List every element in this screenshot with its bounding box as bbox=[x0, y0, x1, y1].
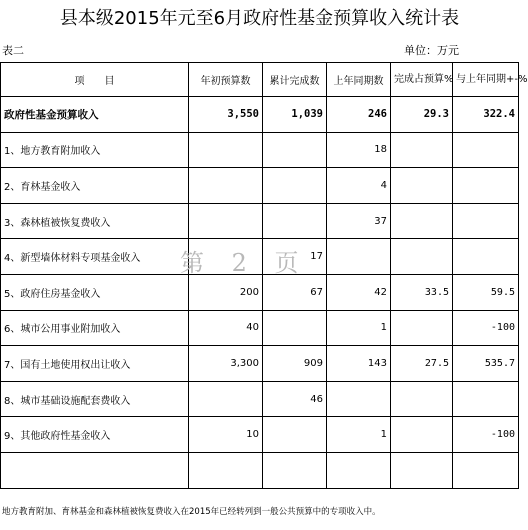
table-row bbox=[1, 381, 519, 417]
revenue-table bbox=[0, 62, 528, 489]
row-pct-budget bbox=[391, 132, 453, 168]
row-pct-budget bbox=[391, 452, 453, 488]
table-row bbox=[1, 132, 519, 168]
footnote: 地方教育附加、育林基金和森林植被恢复费收入在2015年已经转列到一般公共预算中的专项收入中。 bbox=[2, 507, 381, 517]
row-budget: 40 bbox=[189, 310, 263, 346]
row-yoy: -100 bbox=[453, 417, 519, 453]
row-name: 3、森林植被恢复费收入 bbox=[1, 203, 189, 239]
table-row bbox=[1, 168, 519, 204]
row-pct-budget bbox=[391, 168, 453, 204]
row-prev-year: 42 bbox=[327, 274, 391, 310]
row-prev-year: 1 bbox=[327, 310, 391, 346]
row-yoy bbox=[453, 132, 519, 168]
row-budget bbox=[189, 168, 263, 204]
row-yoy: 59.5 bbox=[453, 274, 519, 310]
row-completed: 67 bbox=[263, 274, 327, 310]
report-title: 县本级2015年元至6月政府性基金预算收入统计表 bbox=[59, 8, 460, 29]
row-yoy bbox=[453, 381, 519, 417]
row-completed bbox=[263, 168, 327, 204]
row-completed bbox=[263, 417, 327, 453]
row-completed: 1,039 bbox=[263, 97, 327, 133]
row-prev-year: 37 bbox=[327, 203, 391, 239]
row-prev-year bbox=[327, 452, 391, 488]
table-row bbox=[1, 274, 519, 310]
row-yoy: -100 bbox=[453, 310, 519, 346]
row-pct-budget: 27.5 bbox=[391, 346, 453, 382]
header-item: 项 目 bbox=[1, 63, 189, 97]
row-budget: 3,550 bbox=[189, 97, 263, 133]
row-yoy: 322.4 bbox=[453, 97, 519, 133]
header-prev-year: 上年同期数 bbox=[327, 63, 391, 97]
row-budget bbox=[189, 132, 263, 168]
row-prev-year: 4 bbox=[327, 168, 391, 204]
row-pct-budget bbox=[391, 310, 453, 346]
table-label: 表二 bbox=[2, 44, 24, 57]
row-completed: 46 bbox=[263, 381, 327, 417]
row-completed: 909 bbox=[263, 346, 327, 382]
header-budget: 年初预算数 bbox=[189, 63, 263, 97]
row-budget: 3,300 bbox=[189, 346, 263, 382]
table-row bbox=[1, 239, 519, 275]
row-completed bbox=[263, 203, 327, 239]
row-yoy bbox=[453, 168, 519, 204]
table-row bbox=[1, 417, 519, 453]
table-row-empty bbox=[1, 452, 519, 488]
row-name bbox=[1, 452, 189, 488]
row-yoy bbox=[453, 452, 519, 488]
row-yoy bbox=[453, 203, 519, 239]
row-budget bbox=[189, 452, 263, 488]
row-pct-budget bbox=[391, 203, 453, 239]
row-budget bbox=[189, 381, 263, 417]
row-name: 1、地方教育附加收入 bbox=[1, 132, 189, 168]
row-prev-year: 143 bbox=[327, 346, 391, 382]
row-prev-year bbox=[327, 239, 391, 275]
header-yoy: 与上年同期+-% bbox=[453, 63, 519, 97]
row-pct-budget bbox=[391, 381, 453, 417]
row-name: 9、其他政府性基金收入 bbox=[1, 417, 189, 453]
unit-label: 单位：万元 bbox=[404, 44, 459, 57]
row-prev-year: 1 bbox=[327, 417, 391, 453]
row-pct-budget: 29.3 bbox=[391, 97, 453, 133]
row-name: 政府性基金预算收入 bbox=[1, 97, 189, 133]
row-name: 6、城市公用事业附加收入 bbox=[1, 310, 189, 346]
row-completed bbox=[263, 310, 327, 346]
row-name: 8、城市基础设施配套费收入 bbox=[1, 381, 189, 417]
table-row bbox=[1, 203, 519, 239]
row-yoy: 535.7 bbox=[453, 346, 519, 382]
row-yoy bbox=[453, 239, 519, 275]
row-prev-year bbox=[327, 381, 391, 417]
row-budget bbox=[189, 239, 263, 275]
row-name: 5、政府住房基金收入 bbox=[1, 274, 189, 310]
header-pct-budget: 完成占预算% bbox=[391, 63, 453, 97]
row-completed bbox=[263, 132, 327, 168]
table-row-total bbox=[1, 97, 519, 133]
row-name: 4、新型墙体材料专项基金收入 bbox=[1, 239, 189, 275]
page-watermark: 第 2 页 bbox=[180, 249, 309, 277]
row-pct-budget: 33.5 bbox=[391, 274, 453, 310]
row-prev-year: 18 bbox=[327, 132, 391, 168]
row-budget: 200 bbox=[189, 274, 263, 310]
row-completed: 17 bbox=[263, 239, 327, 275]
table-row bbox=[1, 346, 519, 382]
table-header-row bbox=[1, 63, 519, 97]
table-row bbox=[1, 310, 519, 346]
row-prev-year: 246 bbox=[327, 97, 391, 133]
row-budget bbox=[189, 203, 263, 239]
row-pct-budget bbox=[391, 417, 453, 453]
row-pct-budget bbox=[391, 239, 453, 275]
row-completed bbox=[263, 452, 327, 488]
header-completed: 累计完成数 bbox=[263, 63, 327, 97]
row-name: 2、育林基金收入 bbox=[1, 168, 189, 204]
row-budget: 10 bbox=[189, 417, 263, 453]
row-name: 7、国有土地使用权出让收入 bbox=[1, 346, 189, 382]
